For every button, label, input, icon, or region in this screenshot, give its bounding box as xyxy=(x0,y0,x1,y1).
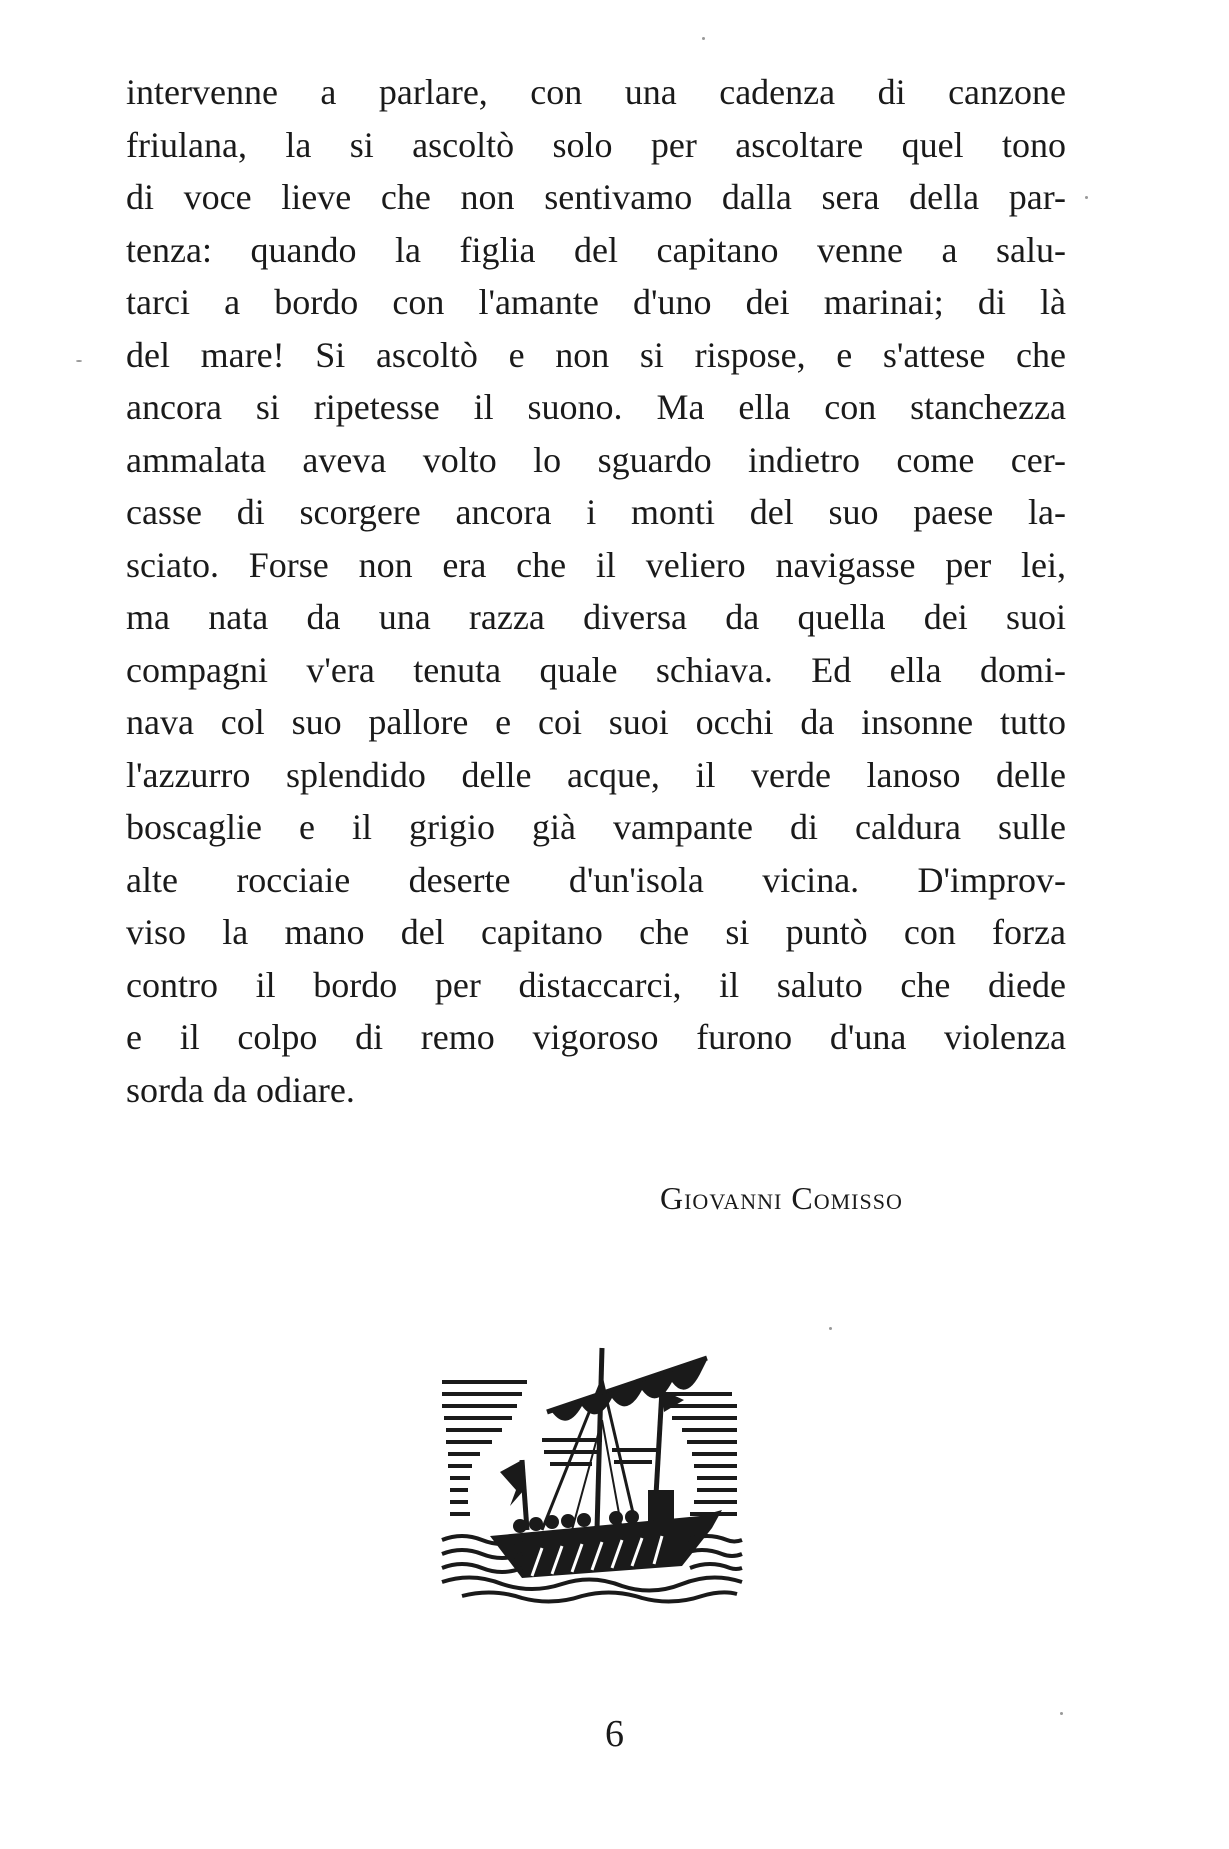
text-line: casse di scorgere ancora i monti del suo paese la- xyxy=(126,492,1066,532)
text-line: viso la mano del capitano che si puntò con forza xyxy=(126,912,1066,952)
text-line: boscaglie e il grigio già vampante di caldura sulle xyxy=(126,807,1066,847)
text-line: ammalata aveva volto lo sguardo indietro come cer- xyxy=(126,439,1066,480)
paper-speck xyxy=(1085,196,1088,199)
page-number: 6 xyxy=(605,1713,624,1755)
text-line: ma nata da una razza diversa da quella dei suoi xyxy=(126,597,1066,637)
prose-paragraph xyxy=(126,66,1066,1116)
text-line-last: sorda da odiare. xyxy=(126,1069,355,1110)
text-line: l'azzurro splendido delle acque, il verde lanoso delle xyxy=(126,754,1066,795)
text-line: tenza: quando la figlia del capitano venne a salu- xyxy=(126,229,1066,270)
text-line: tarci a bordo con l'amante d'uno dei marinai; di là xyxy=(126,282,1066,322)
text-line: sciato. Forse non era che il veliero navigasse per lei, xyxy=(126,544,1066,585)
text-line: intervenne a parlare, con una cadenza di canzone xyxy=(126,72,1066,112)
paper-speck xyxy=(76,360,82,362)
text-line: del mare! Si ascoltò e non si rispose, e s'attese che xyxy=(126,334,1066,375)
text-line: nava col suo pallore e coi suoi occhi da insonne tutto xyxy=(126,702,1066,742)
text-line: friulana, la si ascoltò solo per ascoltare quel tono xyxy=(126,124,1066,165)
text-line: compagni v'era tenuta quale schiava. Ed ella domi- xyxy=(126,649,1066,690)
paper-speck xyxy=(829,1327,832,1330)
text-line: e il colpo di remo vigoroso furono d'una violenza xyxy=(126,1017,1066,1057)
text-line: ancora si ripetesse il suono. Ma ella con stanchezza xyxy=(126,387,1066,427)
author-signature: Giovanni Comisso xyxy=(660,1180,903,1216)
text-line: alte rocciaie deserte d'un'isola vicina. D'improv- xyxy=(126,859,1066,900)
text-line: di voce lieve che non sentivamo dalla sera della par- xyxy=(126,177,1066,217)
sailing-ship-woodcut-icon xyxy=(432,1340,752,1610)
text-line: contro il bordo per distaccarci, il saluto che diede xyxy=(126,964,1066,1005)
paper-speck xyxy=(1060,1712,1063,1715)
paper-speck xyxy=(702,37,705,40)
